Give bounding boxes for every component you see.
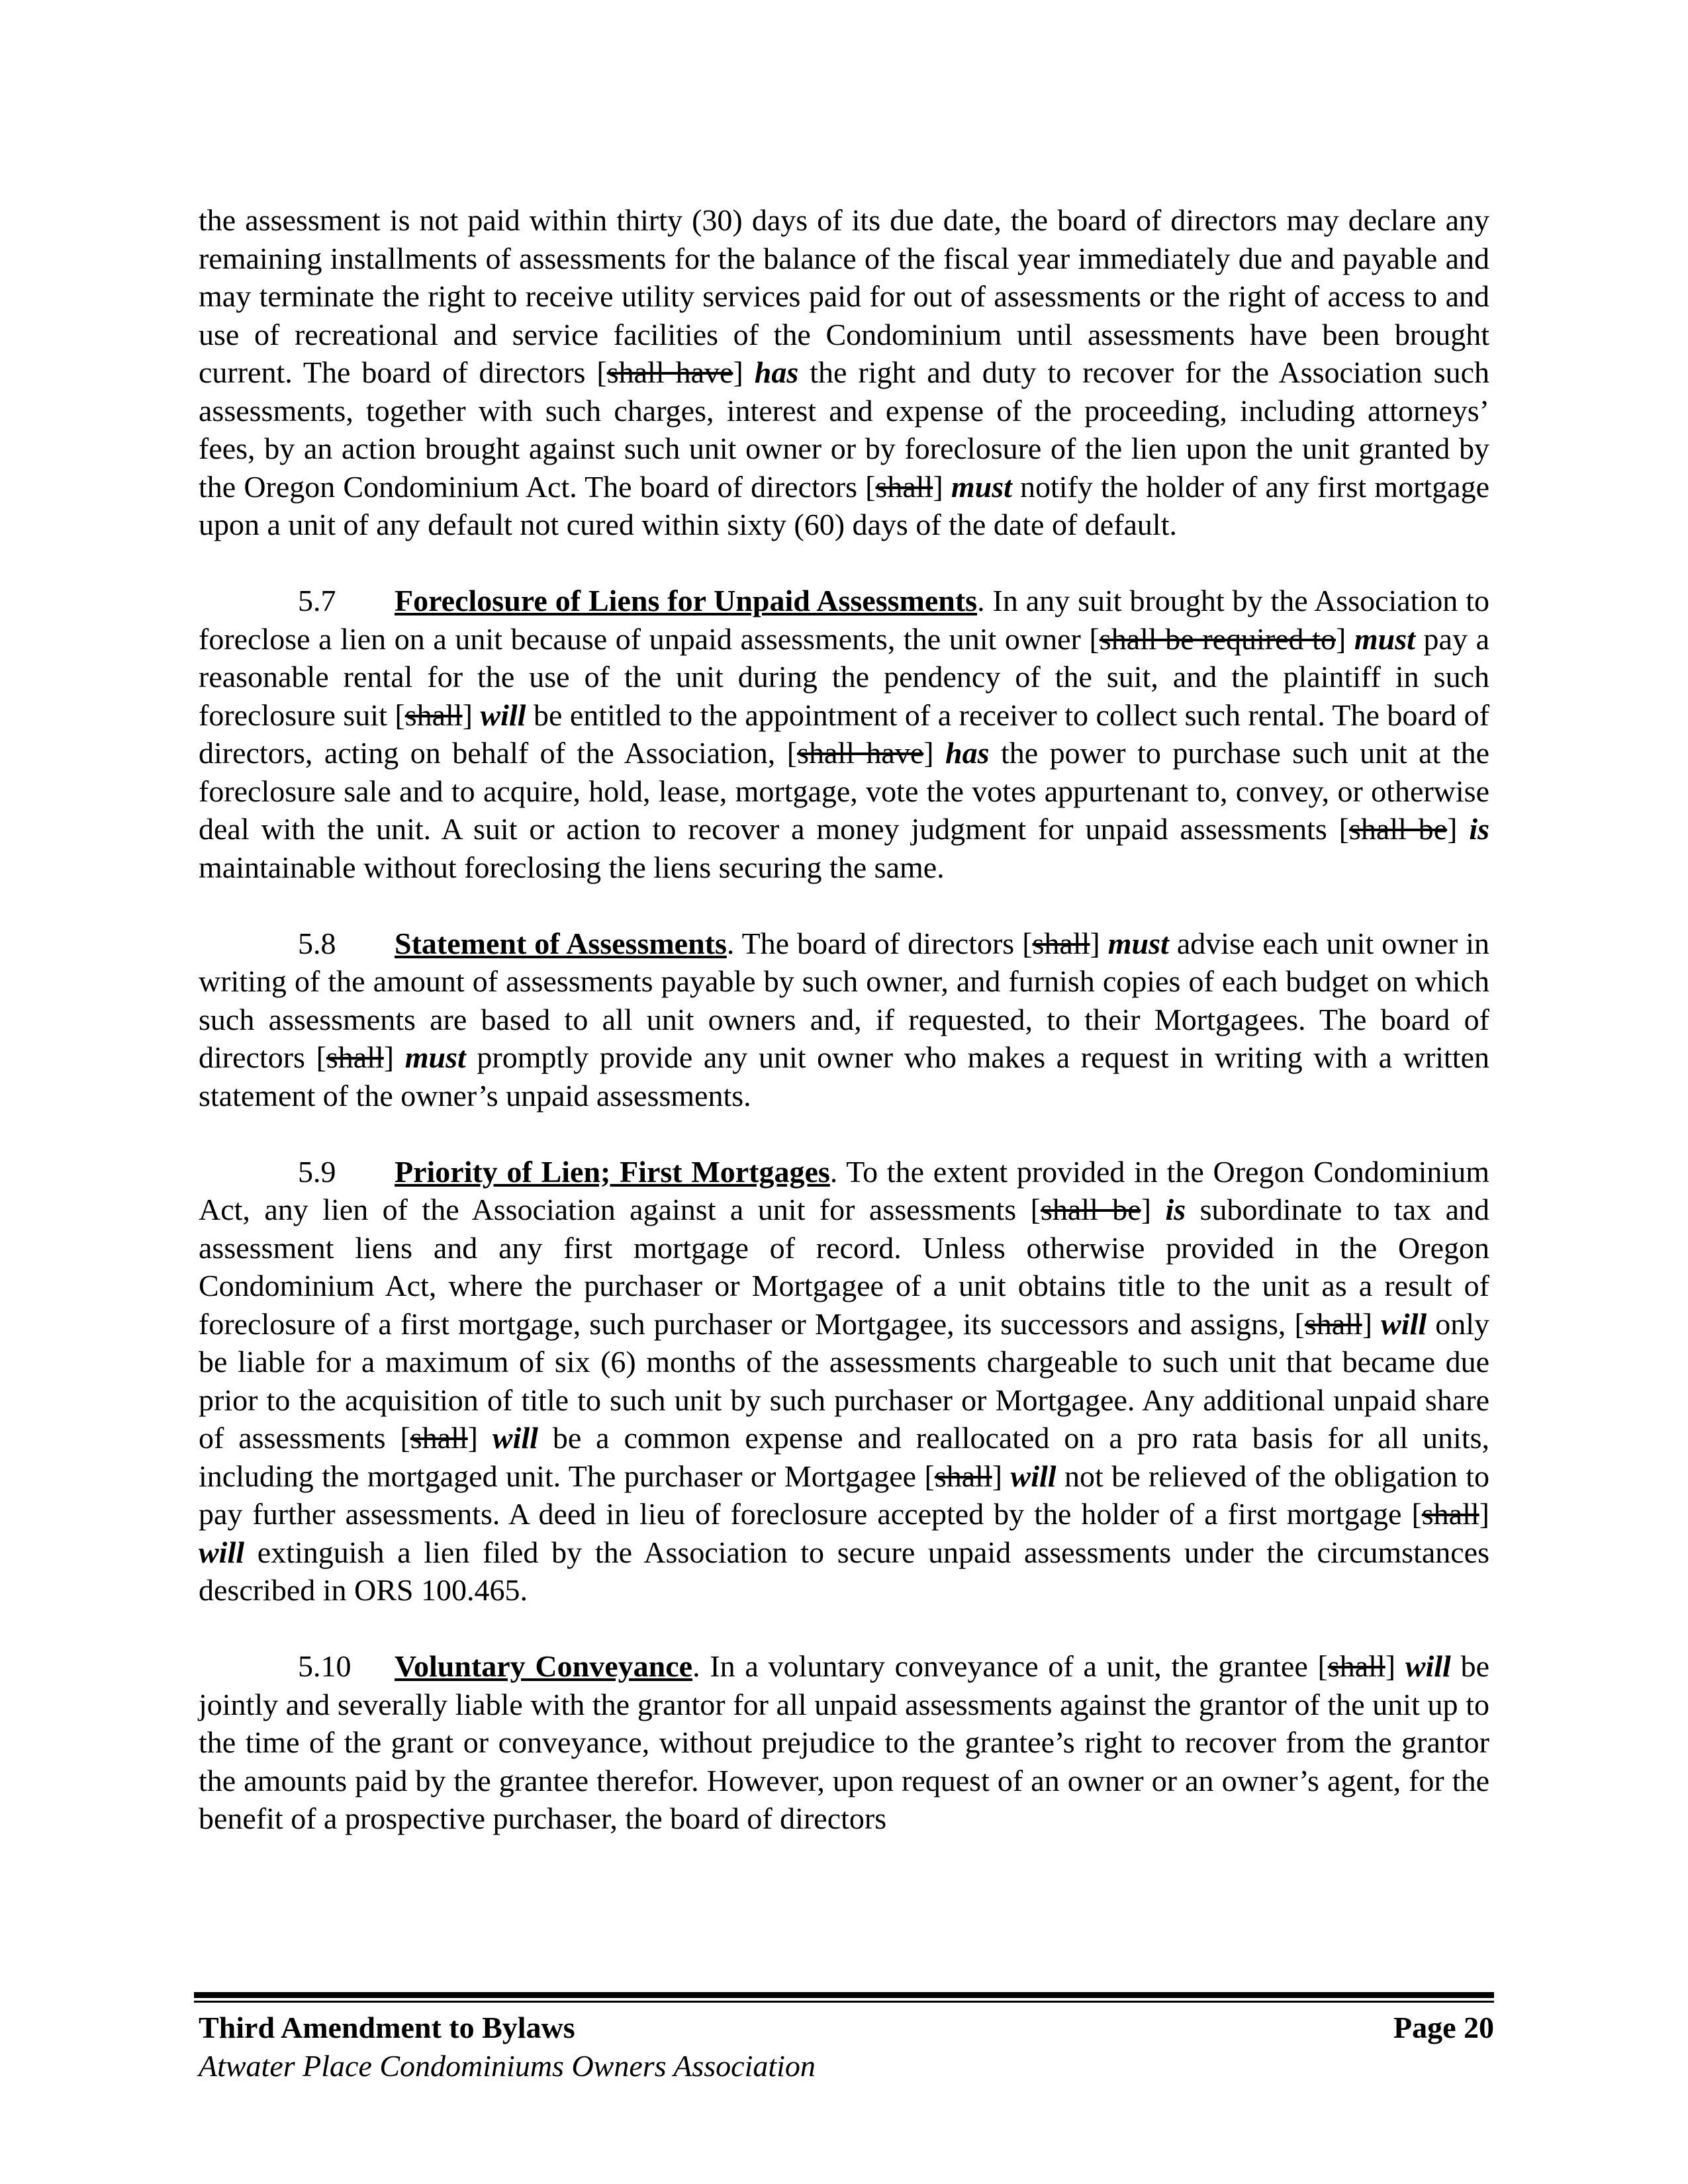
section-heading: Foreclosure of Liens for Unpaid Assessments [395, 584, 978, 617]
section-5-7: 5.7 Foreclosure of Liens for Unpaid Assessments. In any suit brought by the Association to foreclose a lien on a unit because of unpaid assessments, the unit owner [shall be required to] must pay a reasonable rental for the use of the unit during the pendency of the suit, and the plaintiff in such foreclosure suit [shall] will be entitled to the appointment of a receiver to collect such rental. The board of directors, acting on behalf of the Association, [shall have] has the power to purchase such unit at the foreclosure sale and to acquire, hold, lease, mortgage, vote the votes appurtenant to, convey, or otherwise deal with the unit. A suit or action to recover a money judgment for unpaid assessments [shall be] is maintainable without foreclosing the liens securing the same. [199, 582, 1489, 886]
inserted-text: must [951, 469, 1012, 504]
document-body [199, 201, 1489, 1876]
text-run: the assessment is not paid within thirty (30) days of its due date, the board of directors may declare any remaining installments of assessments for the balance of the fiscal year immediately due and payable and may terminate the right to receive utility services paid for out of assessments or the right of access to and use of recreational and service facilities of the Condominium until assessments have been brought current. The board of directors [ [199, 203, 1489, 389]
inserted-text: must [1107, 926, 1169, 960]
paragraph-continuation: the assessment is not paid within thirty (30) days of its due date, the board of directors may declare any remaining installments of assessments for the balance of the fiscal year immediately due and payable and may terminate the right to receive utility services paid for out of assessments or the right of access to and use of recreational and service facilities of the Condominium until assessments have been brought current. The board of directors [shall have] has the right and duty to recover for the Association such assessments, together with such charges, interest and expense of the proceeding, including attorneys’ fees, by an action brought against such unit owner or by foreclosure of the lien upon the unit granted by the Oregon Condominium Act. The board of directors [shall] must notify the holder of any first mortgage upon a unit of any default not cured within sixty (60) days of the date of default. [199, 203, 1490, 541]
deleted-text: shall be [1040, 1193, 1141, 1226]
section-number: 5.9 [298, 1154, 336, 1189]
inserted-text: has [945, 736, 990, 770]
deleted-text: shall [404, 698, 463, 732]
inserted-text: will [199, 1535, 245, 1569]
deleted-text: shall [1421, 1497, 1479, 1531]
inserted-text: will [492, 1421, 538, 1455]
deleted-text: shall [875, 469, 933, 504]
inserted-text: must [404, 1040, 466, 1074]
deleted-text: shall [934, 1459, 992, 1493]
section-number: 5.7 [298, 584, 336, 617]
deleted-text: shall have [797, 736, 924, 770]
section-heading: Statement of Assessments [395, 926, 727, 960]
section-heading: Priority of Lien; First Mortgages [395, 1154, 830, 1189]
deleted-text: shall [326, 1040, 384, 1074]
deleted-text: shall be required to [1099, 621, 1336, 656]
deleted-text: shall [410, 1421, 468, 1455]
section-5-8: 5.8 Statement of Assessments. The board of directors [shall] must advise each unit owner in writing of the amount of assessments payable by such owner, and furnish copies of each budget on which such assessments are based to all unit owners and, if requested, to their Mortgagees. The board of directors [shall] must promptly provide any unit owner who makes a request in writing with a written statement of the owner’s unpaid assessments. [199, 925, 1489, 1115]
section-heading: Voluntary Conveyance [395, 1649, 693, 1683]
section-number: 5.8 [298, 926, 336, 960]
deleted-text: shall [1327, 1649, 1385, 1683]
inserted-text: is [1469, 812, 1489, 846]
deleted-text: shall have [606, 355, 733, 389]
deleted-text: shall [1032, 926, 1090, 960]
inserted-text: is [1165, 1193, 1186, 1226]
footer-divider-thin [194, 2001, 1494, 2003]
inserted-text: has [754, 355, 799, 389]
section-5-10: 5.10 Voluntary Conveyance. In a voluntary conveyance of a unit, the grantee [shall] will be jointly and severally liable with the grantor for all unpaid assessments against the grantor of the unit up to the time of the grant or conveyance, without prejudice to the grantee’s right to recover from the grantor the amounts paid by the grantee therefor. However, upon request of an owner or an owner’s agent, for the benefit of a prospective purchaser, the board of directors [199, 1647, 1489, 1838]
footer-divider [194, 1992, 1494, 1998]
deleted-text: shall be [1349, 812, 1448, 846]
footer-document-title: Third Amendment to Bylaws [199, 2011, 575, 2044]
footer-association-name: Atwater Place Condominiums Owners Association [199, 2049, 816, 2083]
page-number: Page 20 [1393, 2011, 1494, 2044]
inserted-text: will [1381, 1306, 1427, 1341]
inserted-text: will [480, 698, 526, 732]
inserted-text: must [1354, 621, 1415, 656]
deleted-text: shall [1304, 1306, 1362, 1341]
inserted-text: will [1010, 1459, 1056, 1493]
inserted-text: will [1405, 1649, 1451, 1683]
section-5-9: 5.9 Priority of Lien; First Mortgages. To the extent provided in the Oregon Condominium Act, any lien of the Association against a unit for assessments [shall be] is subordinate to tax and assessment liens and any first mortgage of record. Unless otherwise provided in the Oregon Condominium Act, where the purchaser or Mortgagee of a unit obtains title to the unit as a result of foreclosure of a first mortgage, such purchaser or Mortgagee, its successors and assigns, [shall] will only be liable for a maximum of six (6) months of the assessments chargeable to such unit that became due prior to the acquisition of title to such unit by such purchaser or Mortgagee. Any additional unpaid share of assessments [shall] will be a common expense and reallocated on a pro rata basis for all units, including the mortgaged unit. The purchaser or Mortgagee [shall] will not be relieved of the obligation to pay further assessments. A deed in lieu of foreclosure accepted by the holder of a first mortgage [shall] will extinguish a lien filed by the Association to secure unpaid assessments under the circumstances described in ORS 100.465. [199, 1153, 1489, 1610]
section-number: 5.10 [298, 1649, 352, 1683]
